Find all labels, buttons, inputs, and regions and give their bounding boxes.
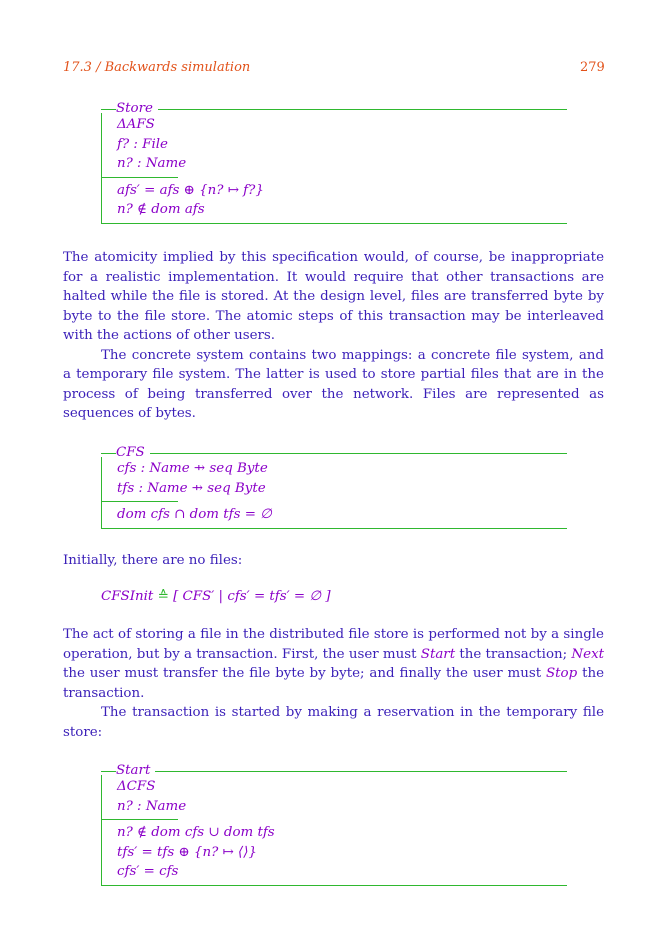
schema-decl: cfs : Name ⇸ seq Byte [117,461,268,476]
schema-divider [102,501,178,502]
term-next: Next [571,646,604,662]
cfsinit-definition [101,589,331,604]
paragraph-initially: Initially, there are no files: [63,553,243,568]
cfsinit-body: [ CFS′ | cfs′ = tfs′ = ∅ ] [173,589,331,604]
schema-predicate: dom cfs ∩ dom tfs = ∅ [117,507,272,522]
term-stop: Stop [545,666,578,681]
schema-divider [102,819,178,820]
schema-predicate: n? ∉ dom afs [117,202,205,217]
schema-name: Store [116,101,158,116]
schema-decl: ΔAFS [117,117,155,132]
defined-as-symbol: ≙ [157,589,169,604]
paragraph-transaction: The act of storing a file in the distributed file store is performed not by a single operation, but by a transaction. First, the user must Start the transaction; Next the user must transfer the file byte by byte; and finally the user must Stop the transaction. The transaction is started by making a reservation in the temporary file store: [63,625,604,742]
schema-predicate: tfs′ = tfs ⊕ {n? ↦ ⟨⟩} [117,844,257,860]
schema-decl: n? : Name [117,798,187,814]
page-number: 279 [580,60,605,75]
schema-store [101,97,567,224]
schema-predicate: n? ∉ dom cfs ∪ dom tfs [117,825,275,840]
paragraph-reservation: The transaction is started by making a reservation in the temporary file store: [63,705,604,740]
schema-decl: n? : Name [117,156,187,171]
schema-name: CFS [116,445,150,460]
schema-start [101,759,567,886]
schema-predicate: afs′ = afs ⊕ {n? ↦ f?} [117,182,264,198]
schema-decl: ΔCFS [117,779,156,794]
schema-divider [102,177,178,178]
cfsinit-name: CFSInit [101,589,154,604]
schema-decl: f? : File [117,136,168,152]
running-header-section: 17.3 / Backwards simulation [63,60,251,75]
schema-decl: tfs : Name ⇸ seq Byte [117,480,266,496]
paragraph-atomicity: The atomicity implied by this specification would, of course, be inappropriate for a realistic implementation. It would require that other transactions are halted while the file is stored. At the design level, files are transferred byte by byte to the file store. The atomic steps of this transaction may be interleaved with the actions of other users. The concrete system contains two mappings: a concrete file system, and a temporary file system. The latter is used to store partial files that are in the process of being transferred over the network. Files are represented as sequences of bytes. [63,248,604,424]
paragraph-concrete-system: The concrete system contains two mappings: a concrete file system, and a temporary file system. The latter is used to store partial files that are in the process of being transferred over the network. Files are represented as sequences of bytes. [63,347,604,421]
schema-cfs [101,441,567,529]
schema-predicate: cfs′ = cfs [117,864,179,879]
schema-name: Start [116,763,155,778]
term-start: Start [420,646,456,662]
